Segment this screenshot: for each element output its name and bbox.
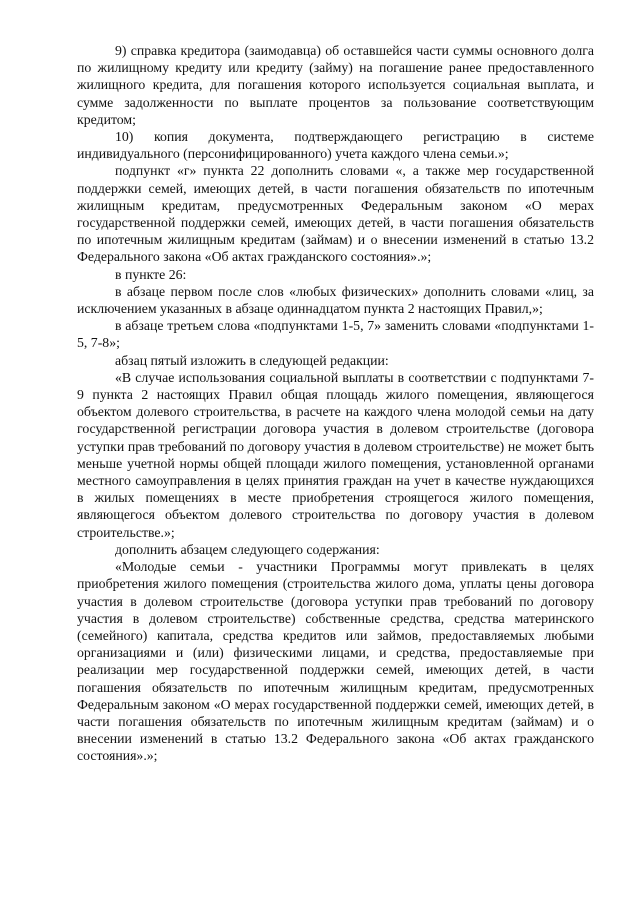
paragraph-subpoint-g-22: подпункт «г» пункта 22 дополнить словами «, а также мер государственной поддержки семей, имеющих детей, в части погашения обязательств по ипотечным жилищным кредитам, предусмотренных Федеральным законом «О мерах государственной поддержки семей, имеющих детей, в части погашения обязательств по ипотечным жилищным кредитам (займам) и о внесении изменений в статью 13.2 Федерального закона «Об актах гражданского состояния».»; xyxy=(77,163,594,265)
paragraph-point-26: в пункте 26: xyxy=(115,266,187,282)
paragraph-add-abzac: дополнить абзацем следующего содержания: xyxy=(115,541,380,557)
paragraph-item-10: 10) копия документа, подтверждающего регистрацию в системе индивидуального (персонифицированного) учета каждого члена семьи.»; xyxy=(77,129,594,162)
paragraph-abzac-third: в абзаце третьем слова «подпунктами 1-5, 7» заменить словами «подпунктами 1-5, 7-8»; xyxy=(77,318,594,351)
paragraph-item-9: 9) справка кредитора (заимодавца) об оставшейся части суммы основного долга по жилищному кредиту или кредиту (займу) на погашение ранее предоставленного жилищного кредита, для погашения которого используется социальная выплата, и сумме задолженности по выплате процентов за пользование соответствующим кредитом; xyxy=(77,43,594,127)
paragraph-abzac-fifth: абзац пятый изложить в следующей редакции: xyxy=(115,352,389,368)
paragraph-new-wording: «В случае использования социальной выплаты в соответствии с подпунктами 7-9 пункта 2 настоящих Правил общая площадь жилого помещения, являющегося объектом долевого строительства, в расчете на каждого члена молодой семьи на дату государственной регистрации договора участия в долевом строительстве (договора уступки прав требований по договору участия в долевом строительстве) не может быть меньше учетной нормы общей площади жилого помещения, установленной органами местного самоуправления в целях принятия граждан на учет в качестве нуждающихся в жилых помещениях в месте приобретения строящегося жилого помещения, являющегося объектом долевого строительства по договору участия в долевом строительстве.»; xyxy=(77,369,594,540)
paragraph-abzac-first: в абзаце первом после слов «любых физических» дополнить словами «лиц, за исключением указанных в абзаце одиннадцатом пункта 2 настоящих Правил,»; xyxy=(77,283,594,317)
paragraph-young-families: «Молодые семьи - участники Программы могут привлекать в целях приобретения жилого помещения (строительства жилого дома, уплаты цены договора участия в долевом строительстве (договора уступки прав требований по договору участия в долевом строительстве) собственные средства, средства материнского (семейного) капитала, средства кредитов или займов, предоставляемых любыми организациями и (или) физическими лицами, и средства, предоставляемые при реализации мер государственной поддержки семей, имеющих детей, в части погашения обязательств по ипотечным жилищным кредитам, предусмотренных Федеральным законом «О мерах государственной поддержки семей, имеющих детей, в части погашения обязательств по ипотечным жилищным кредитам (займам) и о внесении изменений в статью 13.2 Федерального закона «Об актах гражданского состояния».»; xyxy=(77,559,594,764)
